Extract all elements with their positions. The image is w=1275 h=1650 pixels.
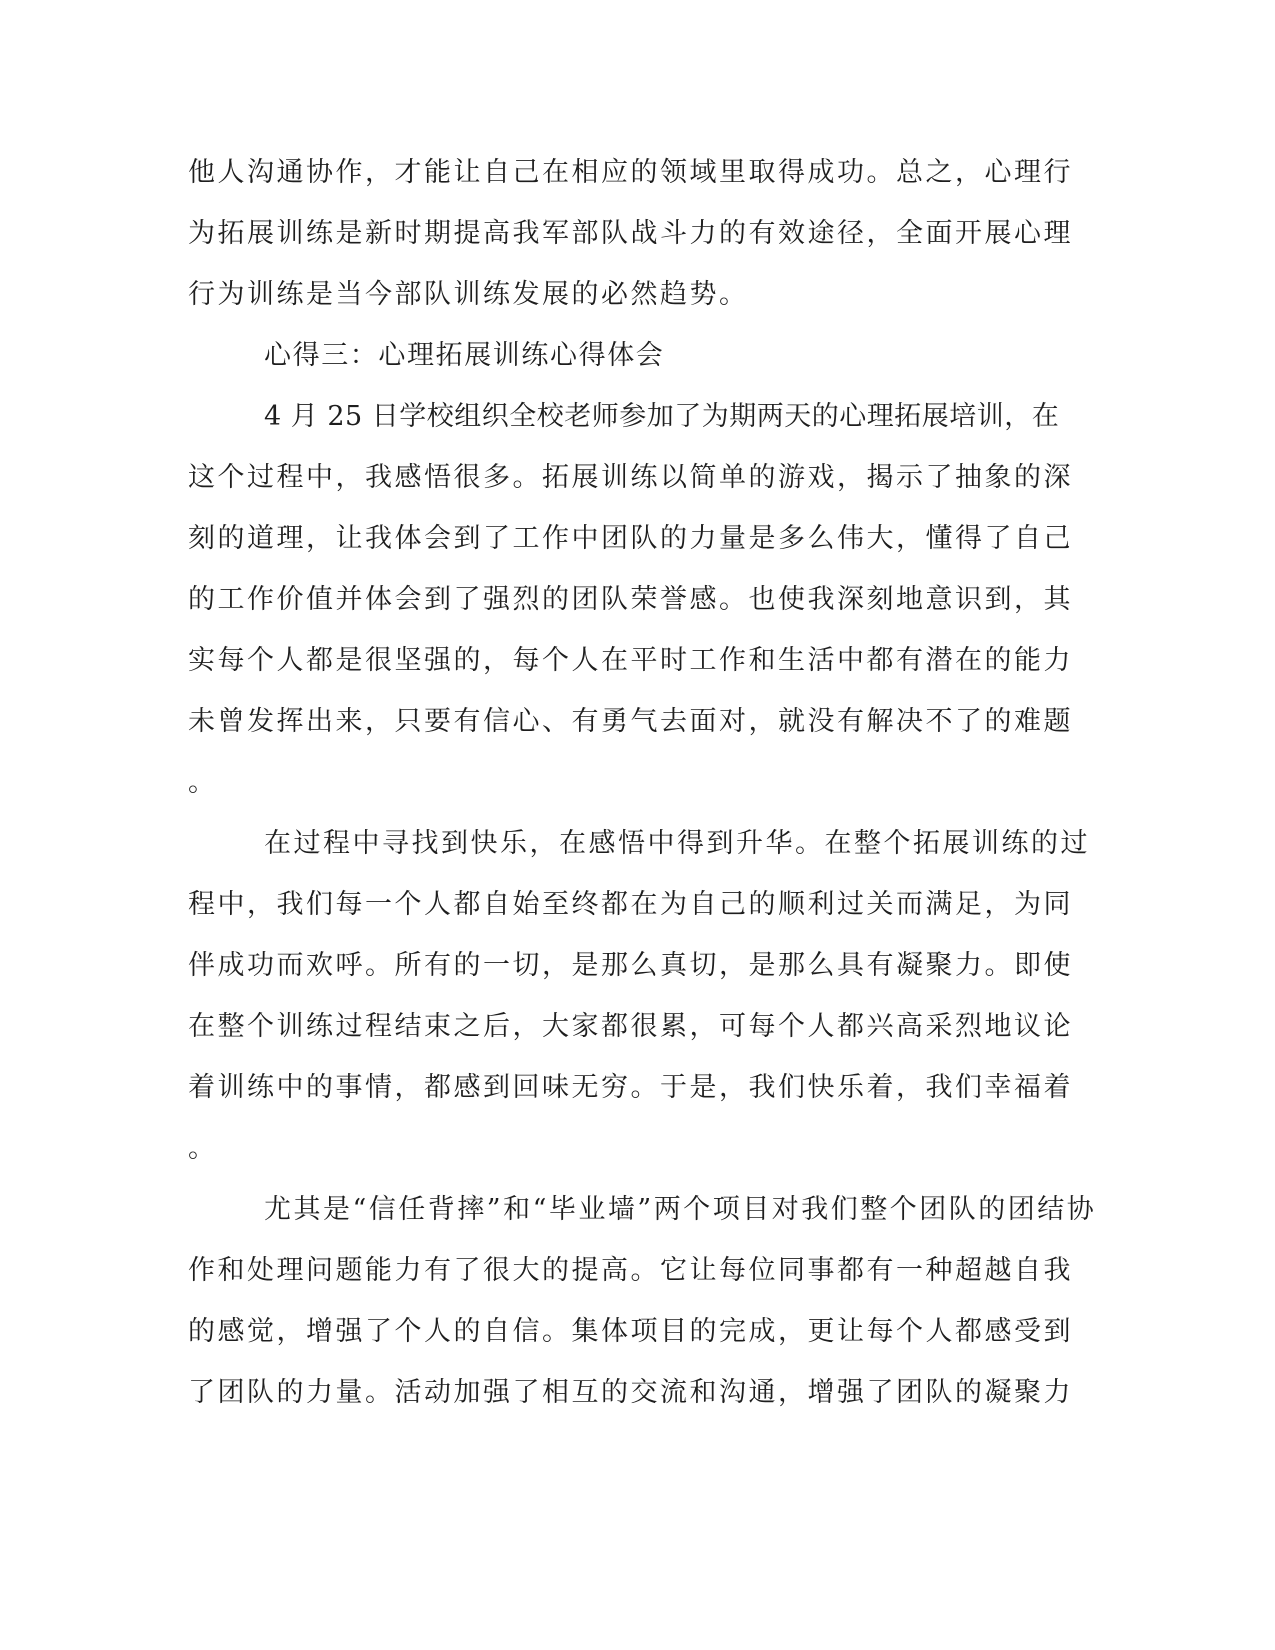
text-line: 的工作价值并体会到了强烈的团队荣誉感。也使我深刻地意识到，其 [188, 584, 1073, 615]
text-line: 他人沟通协作，才能让自己在相应的领域里取得成功。总之，心理行 [188, 157, 1073, 188]
text-line: 这个过程中，我感悟很多。拓展训练以简单的游戏，揭示了抽象的深 [188, 462, 1073, 493]
text-line: 了团队的力量。活动加强了相互的交流和沟通，增强了团队的凝聚力 [188, 1377, 1073, 1408]
section-heading-wrapper [188, 325, 1068, 386]
section-heading: 心得三：心理拓展训练心得体会 [264, 340, 665, 371]
document-body [188, 142, 1097, 1423]
text-line: 尤其是“信任背摔”和“毕业墙”两个项目对我们整个团队的团结协 [264, 1194, 1097, 1225]
text-line: 程中，我们每一个人都自始至终都在为自己的顺利过关而满足，为同 [188, 889, 1073, 920]
text-line: 。 [188, 1133, 218, 1164]
text-line: 4 月 25 日学校组织全校老师参加了为期两天的心理拓展培训，在 [264, 401, 1060, 432]
paragraph-1 [188, 142, 1073, 325]
text-line: 实每个人都是很坚强的，每个人在平时工作和生活中都有潜在的能力 [188, 645, 1073, 676]
paragraph-3 [188, 813, 1090, 1179]
paragraph-2 [188, 386, 1073, 813]
text-line: 未曾发挥出来，只要有信心、有勇气去面对，就没有解决不了的难题 [188, 706, 1073, 737]
text-line: 在整个训练过程结束之后，大家都很累，可每个人都兴高采烈地议论 [188, 1011, 1073, 1042]
text-line: 的感觉，增强了个人的自信。集体项目的完成，更让每个人都感受到 [188, 1316, 1073, 1347]
text-line: 作和处理问题能力有了很大的提高。它让每位同事都有一种超越自我 [188, 1255, 1073, 1286]
text-line: 着训练中的事情，都感到回味无穷。于是，我们快乐着，我们幸福着 [188, 1072, 1073, 1103]
text-line: 伴成功而欢呼。所有的一切，是那么真切，是那么具有凝聚力。即使 [188, 950, 1073, 981]
text-line: 刻的道理，让我体会到了工作中团队的力量是多么伟大，懂得了自己 [188, 523, 1073, 554]
text-line: 。 [188, 767, 218, 798]
paragraph-4 [188, 1179, 1097, 1423]
text-line: 行为训练是当今部队训练发展的必然趋势。 [188, 279, 749, 310]
text-line: 在过程中寻找到快乐，在感悟中得到升华。在整个拓展训练的过 [264, 828, 1090, 859]
text-line: 为拓展训练是新时期提高我军部队战斗力的有效途径，全面开展心理 [188, 218, 1073, 249]
